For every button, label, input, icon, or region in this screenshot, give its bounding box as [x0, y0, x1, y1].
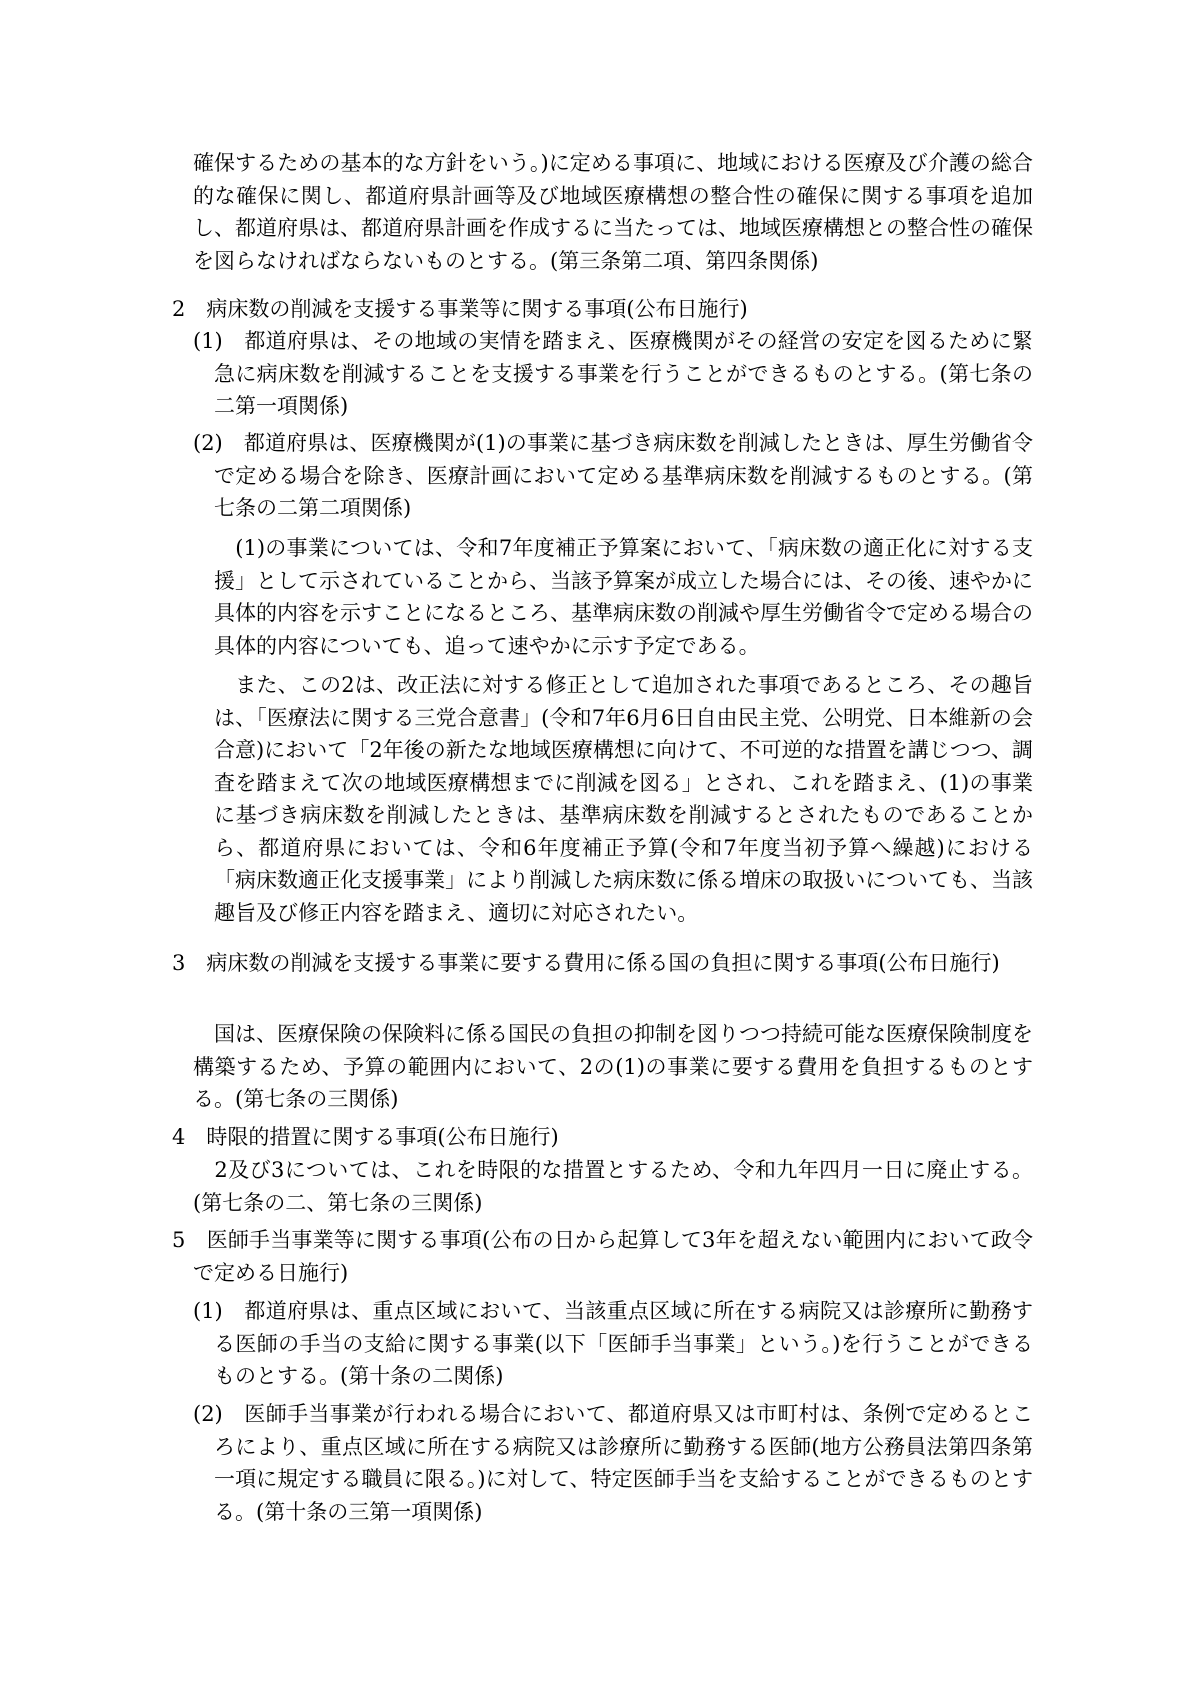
section-4-heading: 4 時限的措置に関する事項(公布日施行): [172, 1125, 559, 1149]
section-5-heading: 5 医師手当事業等に関する事項(公布の日から起算して3年を超えない範囲内において政令で定める日施行): [172, 1228, 1033, 1285]
section-4-body: 2及び3については、これを時限的な措置とするため、令和九年四月一日に廃止する。(第七条の二、第七条の三関係): [193, 1158, 1033, 1215]
paragraph-intro: 確保するための基本的な方針をいう。)に定める事項に、地域における医療及び介護の総合的な確保に関し、都道府県計画等及び地域医療構想の整合性の確保に関する事項を追加し、都道府県は、都道府県計画を作成するに当たっては、地域医療構想との整合性の確保を図らなければならないものとする。(第三条第二項、第四条関係): [193, 151, 1033, 273]
section-3-heading: 3 病床数の削減を支援する事業に要する費用に係る国の負担に関する事項(公布日施行): [172, 951, 1000, 975]
section-2-item-1: (1) 都道府県は、その地域の実情を踏まえ、医療機関がその経営の安定を図るために緊急に病床数を削減することを支援する事業を行うことができるものとする。(第七条の二第一項関係): [193, 329, 1033, 418]
section-2-item-2: (2) 都道府県は、医療機関が(1)の事業に基づき病床数を削減したときは、厚生労働省令で定める場合を除き、医療計画において定める基準病床数を削減するものとする。(第七条の二第二項関係): [193, 431, 1033, 520]
section-5-item-1: (1) 都道府県は、重点区域において、当該重点区域に所在する病院又は診療所に勤務する医師の手当の支給に関する事業(以下「医師手当事業」という。)を行うことができるものとする。(第十条の二関係): [193, 1299, 1033, 1388]
section-2-note-2: また、この2は、改正法に対する修正として追加された事項であるところ、その趣旨は、「医療法に関する三党合意書」(令和7年6月6日自由民主党、公明党、日本維新の会合意)において「2年後の新たな地域医療構想に向けて、不可逆的な措置を講じつつ、調査を踏まえて次の地域医療構想までに削減を図る」とされ、これを踏まえ、(1)の事業に基づき病床数を削減したときは、基準病床数を削減するとされたものであることから、都道府県においては、令和6年度補正予算(令和7年度当初予算へ繰越)における「病床数適正化支援事業」により削減した病床数に係る増床の取扱いについても、当該趣旨及び修正内容を踏まえ、適切に対応されたい。: [214, 673, 1033, 925]
section-3-body: 国は、医療保険の保険料に係る国民の負担の抑制を図りつつ持続可能な医療保険制度を構築するため、予算の範囲内において、2の(1)の事業に要する費用を負担するものとする。(第七条の三関係): [193, 1022, 1033, 1111]
section-2-note-1: (1)の事業については、令和7年度補正予算案において、「病床数の適正化に対する支援」として示されていることから、当該予算案が成立した場合には、その後、速やかに具体的内容を示すことになるところ、基準病床数の削減や厚生労働省令で定める場合の具体的内容についても、追って速やかに示す予定である。: [214, 536, 1033, 658]
section-5-item-2: (2) 医師手当事業が行われる場合において、都道府県又は市町村は、条例で定めるところにより、重点区域に所在する病院又は診療所に勤務する医師(地方公務員法第四条第一項に規定する職員に限る。)に対して、特定医師手当を支給することができるものとする。(第十条の三第一項関係): [193, 1402, 1033, 1524]
section-2-heading: 2 病床数の削減を支援する事業等に関する事項(公布日施行): [172, 297, 748, 321]
